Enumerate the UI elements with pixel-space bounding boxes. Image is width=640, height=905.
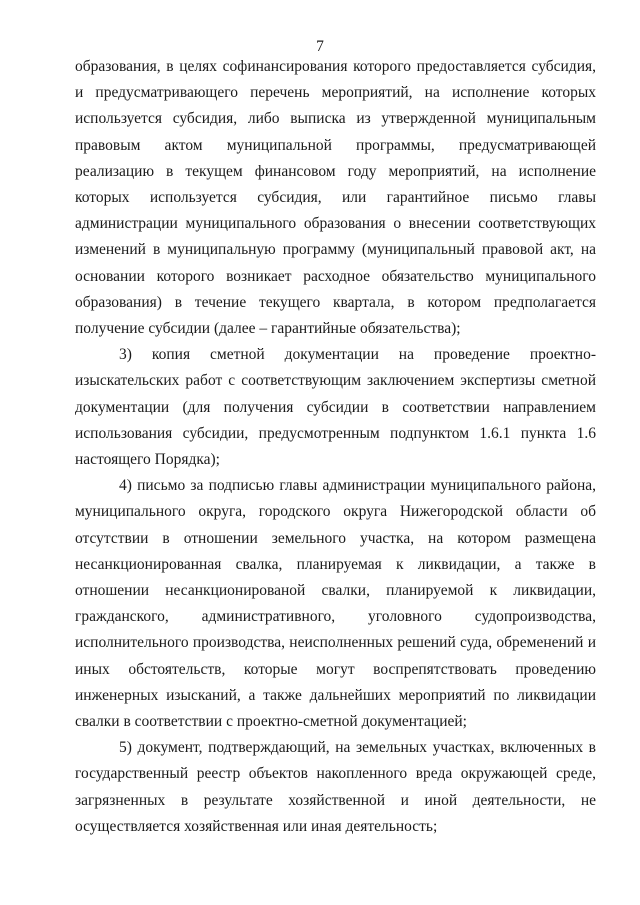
document-body (75, 54, 596, 840)
paragraph-item-4: 4) письмо за подписью главы администрации муниципального района, муниципального округа, городского округа Нижегородской области об отсутствии в отношении земельного участка, на котором размещена несанкционированная свалка, планируемая к ликвидации, а также в отношении несанкционированой свалки, планируемой к ликвидации, гражданского, административного, уголовного судопроизводства, исполнительного производства, неисполненных решений суда, обременений и иных обстоятельств, которые могут воспрепятствовать проведению инженерных изысканий, а также дальнейших мероприятий по ликвидации свалки в соответствии с проектно-сметной документацией; (75, 477, 596, 731)
page-number: 7 (316, 38, 324, 55)
paragraph-continuation: образования, в целях софинансирования которого предоставляется субсидия, и предусматривающего перечень мероприятий, на исполнение которых используется субсидия, либо выписка из утвержденной муниципальным правовым актом муниципальной программы, предусматривающей реализацию в текущем финансовом году мероприятий, на исполнение которых используется субсидия, или гарантийное письмо главы администрации муниципального образования о внесении соответствующих изменений в муниципальную программу (муниципальный правовой акт, на основании которого возникает расходное обязательство муниципального образования) в течение текущего квартала, в котором предполагается получение субсидии (далее – гарантийные обязательства); (75, 58, 596, 338)
paragraph-item-3: 3) копия сметной документации на проведение проектно-изыскательских работ с соответствующим заключением экспертизы сметной документации (для получения субсидии в соответствии направлением использования субсидии, предусмотренным подпунктом 1.6.1 пункта 1.6 настоящего Порядка); (75, 346, 596, 469)
paragraph-item-5: 5) документ, подтверждающий, на земельных участках, включенных в государственный реестр объектов накопленного вреда окружающей среде, загрязненных в результате хозяйственной и иной деятельности, не осуществляется хозяйственная или иная деятельность; (75, 739, 596, 835)
